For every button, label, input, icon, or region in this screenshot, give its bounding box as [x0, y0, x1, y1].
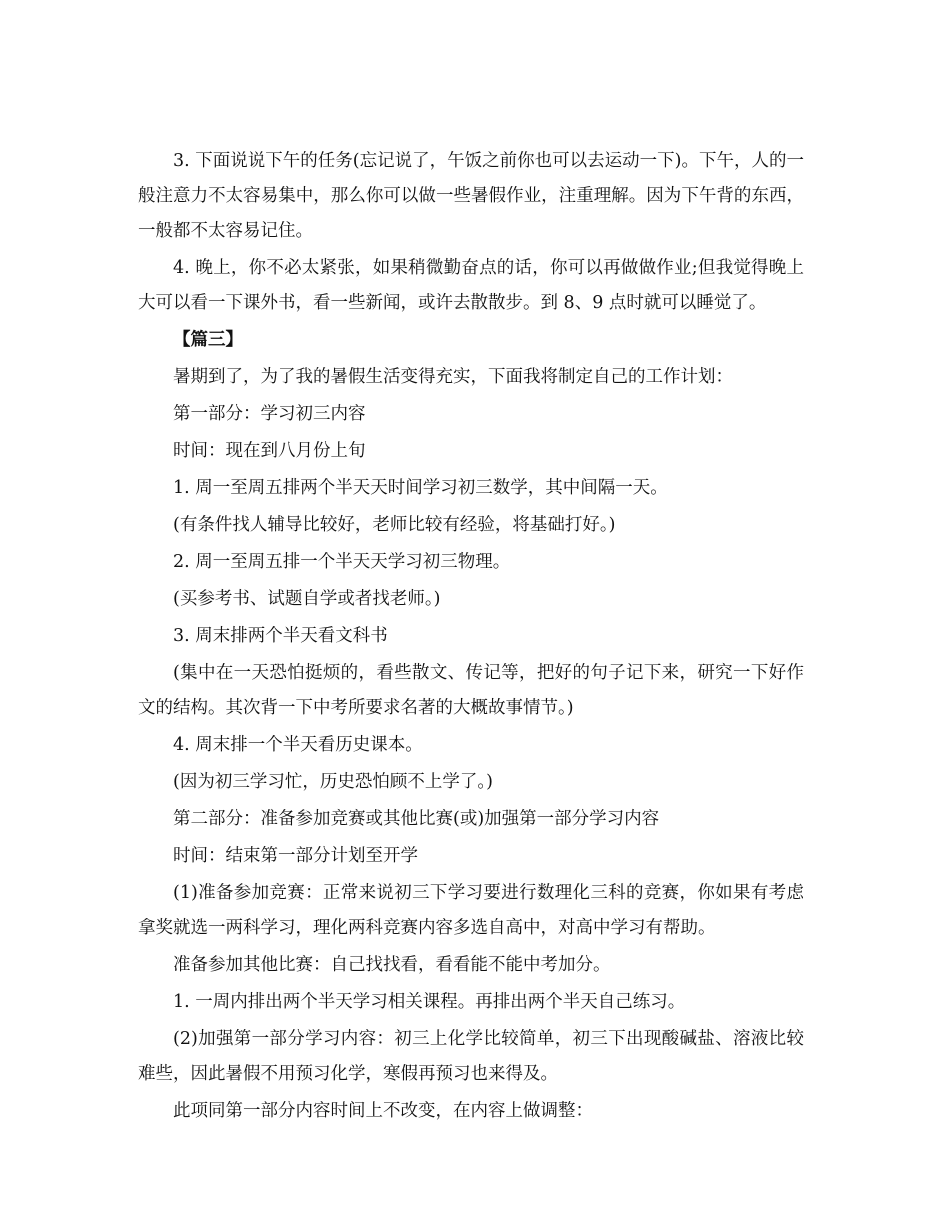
paragraph-part-two-time: 时间：结束第一部分计划至开学: [173, 846, 418, 866]
paragraph-competition: (1)准备参加竞赛：正常来说初三下学习要进行数理化三科的竞赛，你如果有考虑拿奖就选一两科学习，理化两科竞赛内容多选自高中，对高中学习有帮助。: [138, 883, 804, 938]
paragraph-afternoon-task: 3. 下面说说下午的任务(忘记说了，午饭之前你也可以去运动一下)。下午，人的一般注意力不太容易集中，那么你可以做一些暑假作业，注重理解。因为下午背的东西，一般都不太容易记住。: [138, 151, 804, 241]
paragraph-item-math: 1. 周一至周五排两个半天天时间学习初三数学，其中间隔一天。: [173, 478, 668, 498]
section-heading-part-three: 【篇三】: [173, 330, 243, 350]
paragraph-strengthen: (2)加强第一部分学习内容：初三上化学比较简单，初三下出现酸碱盐、溶液比较难些，因此暑假不用预习化学，寒假再预习也来得及。: [138, 1029, 804, 1084]
paragraph-other-contests: 准备参加其他比赛：自己找找看，看看能不能中考加分。: [173, 955, 611, 975]
paragraph-item-physics: 2. 周一至周五排一个半天天学习初三物理。: [173, 552, 511, 572]
paragraph-part-one-time: 时间：现在到八月份上旬: [173, 441, 366, 461]
paragraph-part-two-title: 第二部分：准备参加竞赛或其他比赛(或)加强第一部分学习内容: [173, 809, 660, 829]
paragraph-item-liberal-arts: 3. 周末排两个半天看文科书: [173, 626, 388, 646]
paragraph-evening: 4. 晚上，你不必太紧张，如果稍微勤奋点的话，你可以再做做作业;但我觉得晚上大可以看一下课外书，看一些新闻，或许去散散步。到 8、9 点时就可以睡觉了。: [138, 258, 804, 313]
paragraph-item-history: 4. 周末排一个半天看历史课本。: [173, 735, 423, 755]
paragraph-part-one-title: 第一部分：学习初三内容: [173, 404, 366, 424]
paragraph-note-physics: (买参考书、试题自学或者找老师。): [173, 589, 441, 609]
paragraph-intro: 暑期到了，为了我的暑假生活变得充实，下面我将制定自己的工作计划：: [173, 367, 733, 387]
paragraph-adjustment: 此项同第一部分内容时间上不改变，在内容上做调整：: [173, 1101, 593, 1121]
paragraph-note-liberal-arts: (集中在一天恐怕挺烦的，看些散文、传记等，把好的句子记下来，研究一下好作文的结构。其次背一下中考所要求名著的大概故事情节。): [138, 663, 804, 718]
paragraph-note-math: (有条件找人辅导比较好，老师比较有经验，将基础打好。): [173, 515, 616, 535]
paragraph-note-history: (因为初三学习忙，历史恐怕顾不上学了。): [173, 772, 493, 792]
paragraph-weekly-schedule: 1. 一周内排出两个半天学习相关课程。再排出两个半天自己练习。: [173, 992, 686, 1012]
